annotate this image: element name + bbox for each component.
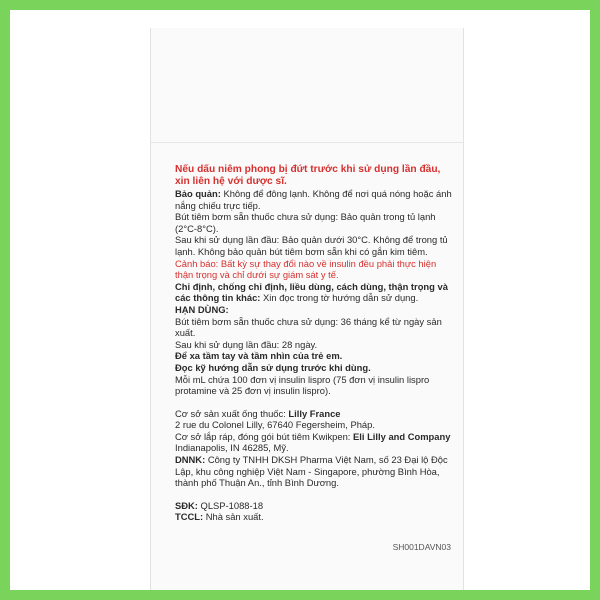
product-code: SH001DAVN03 [392, 542, 451, 552]
assembler-line [175, 431, 455, 443]
expiry-heading: HẠN DÙNG: [175, 303, 229, 315]
spacer [175, 489, 455, 500]
registration-label: SĐK: [175, 499, 198, 511]
assembler-name: Eli Lilly and Company [353, 430, 451, 442]
label-text-block [175, 164, 455, 523]
storage-label: Bảo quản: [175, 188, 221, 199]
storage-unused: Bút tiêm bơm sẵn thuốc chưa sử dụng: Bảo quản trong tủ lạnh (2°C-8°C). [175, 211, 436, 234]
storage-paragraph [175, 188, 455, 211]
caution-text: Cảnh báo: Bất kỳ sự thay đổi nào về insulin đều phải thực hiện thận trọng và chỉ dưới sự giám sát y tế. [175, 257, 437, 281]
indications-paragraph [175, 281, 455, 304]
tccl-value: Nhà sản xuất. [203, 511, 264, 523]
manufacturer-line [175, 408, 455, 420]
tccl-label: TCCL: [175, 511, 204, 523]
composition-text: Mỗi mL chứa 100 đơn vị insulin lispro (75 đơn vị insulin lispro protamine và 25 đơn vị insulin lispro). [175, 373, 430, 397]
indications-text: Xin đọc trong tờ hướng dẫn sử dụng. [260, 292, 419, 304]
assembler-address: Indianapolis, IN 46285, Mỹ. [175, 442, 289, 454]
image-frame [10, 10, 590, 590]
manufacturer-prefix: Cơ sở sản xuất ống thuốc: [175, 407, 289, 419]
spacer [175, 397, 455, 408]
indications-label: Chỉ định, chống chỉ định, liều dùng, cách dùng, thận trọng và các thông tin khác: [175, 280, 448, 304]
registration-value: QLSP-1088-18 [197, 499, 264, 511]
expiry-unused: Bút tiêm bơm sẵn thuốc chưa sử dụng: 36 tháng kể từ ngày sản xuất. [175, 315, 442, 339]
tccl-line [175, 511, 455, 523]
importer-text: Công ty TNHH DKSH Pharma Việt Nam, số 23 Đại lộ Độc Lập, khu công nghiệp Việt Nam - Singapore, phường Bình Hòa, thành phố Thuận An., tỉnh Bình Dương. [175, 454, 448, 489]
box-fold-line [151, 142, 463, 143]
expiry-after-first-use: Sau khi sử dụng lần đầu: 28 ngày. [175, 338, 318, 350]
manufacturer-address: 2 rue du Colonel Lilly, 67640 Fegersheim, Pháp. [175, 419, 375, 431]
storage-text: Không để đông lạnh. Không để nơi quá nóng hoặc ánh nắng chiếu trực tiếp. [175, 188, 452, 211]
read-instructions-text: Đọc kỹ hướng dẫn sử dụng trước khi dùng. [175, 361, 371, 373]
registration-line [175, 500, 455, 512]
importer-paragraph [175, 454, 455, 489]
product-box-back [150, 28, 464, 590]
keep-away-text: Để xa tầm tay và tầm nhìn của trẻ em. [175, 350, 343, 362]
assembler-prefix: Cơ sở lắp ráp, đóng gói bút tiêm Kwikpen: [175, 430, 354, 442]
manufacturer-name: Lilly France [288, 407, 341, 419]
seal-warning: Nếu dấu niêm phong bị đứt trước khi sử dụng lần đầu, xin liên hệ với dược sĩ. [175, 164, 441, 187]
storage-after-first-use: Sau khi sử dụng lần đầu: Bảo quản dưới 30°C. Không để trong tủ lạnh. Không bảo quản bút tiêm bơm sẵn khi có gắn kim tiêm. [175, 234, 448, 257]
importer-label: DNNK: [175, 454, 206, 466]
